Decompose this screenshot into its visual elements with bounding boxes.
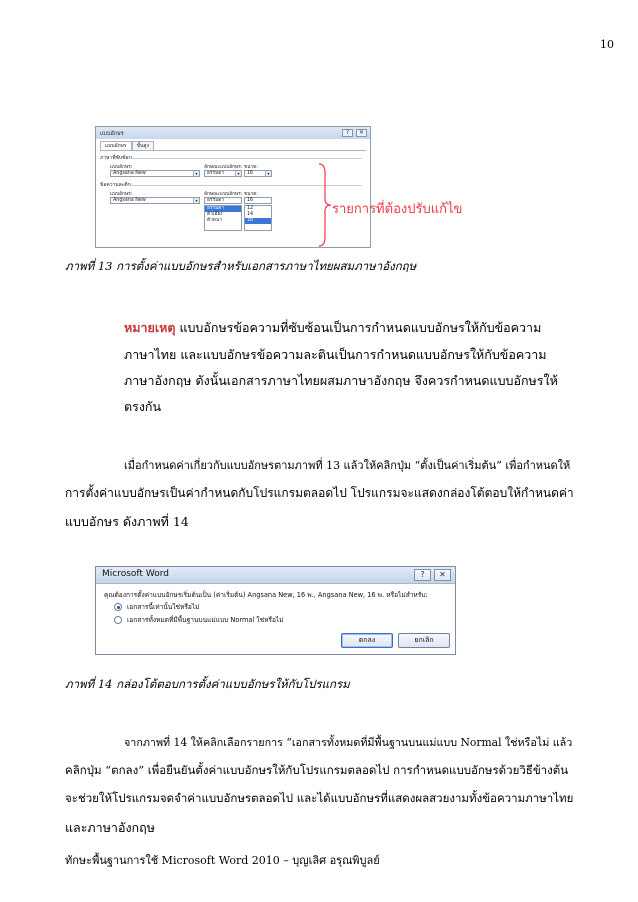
complex-font-label: แบบอักษร: (110, 165, 133, 170)
option-this-document[interactable] (114, 601, 200, 612)
note-label: หมายเหตุ (124, 320, 176, 335)
list-item[interactable]: ตัวเอียง (207, 212, 223, 217)
list-item[interactable]: ตัวหนา (207, 218, 222, 223)
font-dialog-tabs (100, 141, 154, 150)
list-item[interactable]: 16 (245, 218, 271, 224)
tab-font[interactable]: แบบอักษร (100, 141, 132, 150)
note-line-3: ภาษาอังกฤษ ดังนั้นเอกสารภาษาไทยผสมภาษาอังกฤษ จึงควรกำหนดแบบอักษรให้ (124, 373, 558, 388)
option-all-documents[interactable] (114, 614, 284, 625)
complex-size-select[interactable] (244, 170, 272, 177)
tab-advanced[interactable]: ขั้นสูง (132, 141, 154, 150)
latin-size-label: ขนาด: (244, 192, 258, 197)
complex-style-value: ธรรมดา (207, 171, 225, 176)
chevron-down-icon: ▾ (193, 198, 199, 203)
red-brace-icon (318, 163, 332, 247)
complex-size-label: ขนาด: (244, 165, 258, 170)
section-complex-label: ภาษาที่ซับซ้อน (100, 155, 132, 161)
word-dialog-message: คุณต้องการตั้งค่าแบบอักษรเริ่มต้นเป็น (ค่าเริ่มต้น) Angsana New, 16 พ., Angsana New, 16 พ. หรือไม่สำหรับ: (104, 591, 428, 599)
option-all-documents-label: เอกสารทั้งหมดที่มีพื้นฐานบนแม่แบบ Normal ใช่หรือไม่ (127, 616, 284, 624)
list-item[interactable]: 12 (247, 206, 254, 211)
section-latin-label: ข้อความละติน (100, 182, 132, 188)
note-text-1: แบบอักษรข้อความที่ซับซ้อนเป็นการกำหนดแบบอักษรให้กับข้อความ (179, 320, 542, 335)
font-dialog-title: แบบอักษร (100, 131, 124, 137)
para2-line-2: คลิกปุ่ม “ตกลง” เพื่อยืนยันตั้งค่าแบบอักษรให้กับโปรแกรมตลอดไป การกำหนดแบบอักษรด้วยวิธีข้างต้น (65, 763, 569, 777)
word-dialog-titlebar (96, 567, 455, 584)
complex-style-select[interactable] (204, 170, 242, 177)
word-dialog-title: Microsoft Word (102, 569, 169, 579)
ok-button[interactable]: ตกลง (341, 633, 393, 648)
latin-style-list[interactable] (204, 205, 242, 231)
note-line-2: ภาษาไทย และแบบอักษรข้อความละตินเป็นการกำหนดแบบอักษรให้กับข้อความ (124, 347, 547, 362)
page-footer: ทักษะพื้นฐานการใช้ Microsoft Word 2010 – บุญเลิศ อรุณพิบูลย์ (65, 854, 380, 867)
latin-size-list[interactable] (244, 205, 272, 231)
cancel-button[interactable]: ยกเลิก (398, 633, 450, 648)
para1-line-3: แบบอักษร ดังภาพที่ 14 (65, 514, 189, 529)
chevron-down-icon: ▾ (265, 171, 271, 176)
figure14-caption: ภาพที่ 14 กล่องโต้ตอบการตั้งค่าแบบอักษรให้กับโปรแกรม (65, 677, 350, 691)
chevron-down-icon: ▾ (235, 171, 241, 176)
figure13-caption: ภาพที่ 13 การตั้งค่าแบบอักษรสำหรับเอกสารภาษาไทยผสมภาษาอังกฤษ (65, 259, 417, 273)
font-dialog-titlebar (96, 127, 370, 139)
close-icon[interactable]: ✕ (434, 569, 451, 581)
note-line-4: ตรงกัน (124, 399, 162, 414)
radio-icon[interactable] (114, 616, 122, 624)
note-line-1 (124, 318, 541, 338)
close-icon[interactable]: ✕ (356, 129, 367, 137)
latin-style-label: ลักษณะแบบอักษร: (204, 192, 243, 197)
latin-size-value: 16 (247, 198, 254, 203)
section-complex-rule (128, 158, 362, 159)
help-icon[interactable]: ? (342, 129, 353, 137)
latin-size-input[interactable] (244, 197, 272, 204)
list-item[interactable]: ธรรมดา (205, 206, 241, 212)
list-item[interactable]: 14 (247, 212, 254, 217)
latin-font-label: แบบอักษร: (110, 192, 133, 197)
complex-style-label: ลักษณะแบบอักษร: (204, 165, 243, 170)
para1-line-1: เมื่อกำหนดค่าเกี่ยวกับแบบอักษรตามภาพที่ 13 แล้วให้คลิกปุ่ม “ตั้งเป็นค่าเริ่มต้น” เพื่อกำหนดให้ (124, 459, 571, 472)
para1-line-2: การตั้งค่าแบบอักษรเป็นค่ากำหนดกับโปรแกรมตลอดไป โปรแกรมจะแสดงกล่องโต้ตอบให้กำหนดค่า (65, 486, 574, 500)
help-icon[interactable]: ? (414, 569, 431, 581)
para2-line-3: จะช่วยให้โปรแกรมจดจำค่าแบบอักษรตลอดไป และได้แบบอักษรที่แสดงผลสวยงามทั้งข้อความภาษาไทย (65, 791, 574, 805)
latin-style-value: ธรรมดา (207, 198, 225, 203)
radio-selected-icon[interactable] (114, 603, 122, 611)
word-dialog-screenshot (95, 566, 456, 655)
option-this-document-label: เอกสารนี้เท่านั้นใช่หรือไม่ (127, 603, 200, 611)
latin-style-input[interactable] (204, 197, 242, 204)
complex-font-value: Angsana New (113, 171, 146, 176)
figure13-callout: รายการที่ต้องปรับแก้ไข (332, 202, 463, 217)
complex-size-value: 16 (247, 171, 254, 176)
latin-font-value: Angsana New (113, 198, 146, 203)
tab-divider (100, 150, 366, 151)
para2-line-1: จากภาพที่ 14 ให้คลิกเลือกรายการ “เอกสารทั้งหมดที่มีพื้นฐานบนแม่แบบ Normal ใช่หรือไม่ แล้ว (124, 736, 573, 749)
para2-line-4: และภาษาอังกฤษ (65, 820, 155, 835)
complex-font-select[interactable] (110, 170, 200, 177)
page-number: 10 (600, 38, 614, 51)
latin-font-select[interactable] (110, 197, 200, 204)
chevron-down-icon: ▾ (193, 171, 199, 176)
